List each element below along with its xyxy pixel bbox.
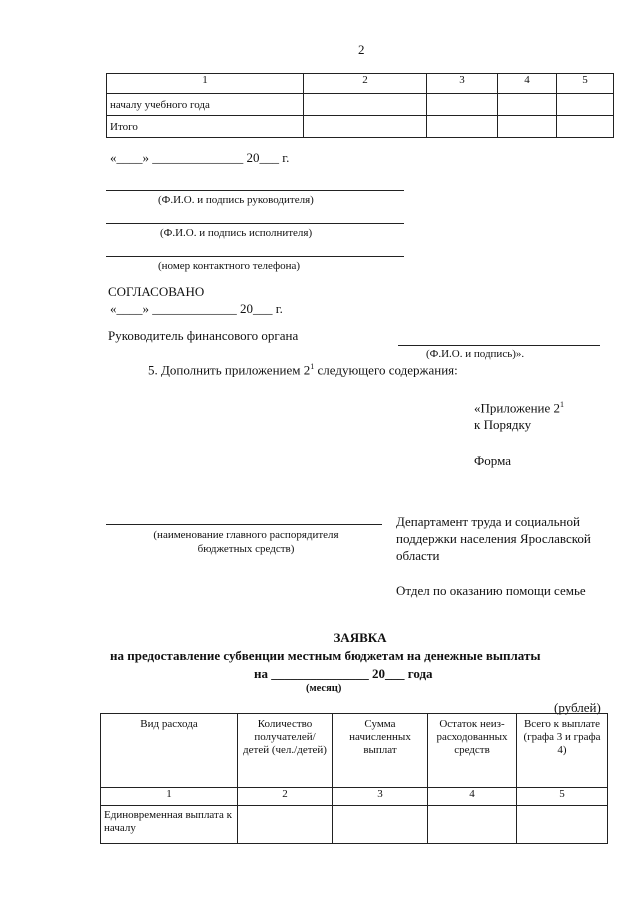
top-table [106,73,614,138]
table-cell [333,806,428,844]
table-number-cell: 2 [238,788,333,806]
table-cell: началу учебного года [107,94,304,116]
period-line: на _______________ 20___ года [254,666,433,681]
signature-caption: (Ф.И.О. и подпись руководителя) [158,194,314,206]
appendix-ref: к Порядку [474,417,532,432]
table-row [107,94,614,116]
signature-caption: (номер контактного телефона) [158,260,301,272]
agreed-label: СОГЛАСОВАНО [108,284,205,299]
table-row [101,806,608,844]
document-subtitle: на предоставление субвенции местным бюджетам на денежные выплаты [110,648,541,663]
units-label: (рублей) [554,700,601,715]
month-caption: (месяц) [306,683,342,694]
table-header-cell: 5 [557,74,614,94]
table-cell [557,116,614,138]
table-cell: Итого [107,116,304,138]
document-title: ЗАЯВКА [333,630,387,645]
table-cell [427,116,498,138]
table-header-cell: Количество получателей/ детей (чел./детей) [238,714,333,788]
table-header-cell: 2 [304,74,427,94]
table-cell [557,94,614,116]
table-cell [517,806,608,844]
signature-line [398,345,600,346]
table-cell [238,806,333,844]
page-number: 2 [358,42,365,57]
signature-line [106,190,404,191]
fin-head-label: Руководитель финансового органа [108,328,299,343]
signature-caption: (Ф.И.О. и подпись исполнителя) [160,227,313,239]
appendix-title: «Приложение $2^1$ [474,400,565,416]
main-table [100,713,608,844]
table-header-row [101,714,608,788]
table-header-cell: 1 [107,74,304,94]
signature-line [106,256,404,257]
table-cell [304,116,427,138]
table-cell [498,94,557,116]
table-header-cell: 3 [427,74,498,94]
table-header-cell: Вид расхода [101,714,238,788]
table-number-cell: 4 [428,788,517,806]
table-cell [428,806,517,844]
department-section: Отдел по оказанию помощи семье [396,583,586,598]
table-row [107,116,614,138]
table-header-cell: Остаток неиз-расходованных средств [428,714,517,788]
date-line: «____» _____________ 20___ г. [110,301,283,316]
table-cell [498,116,557,138]
table-header-cell: Сумма начисленных выплат [333,714,428,788]
table-header-row [107,74,614,94]
table-number-row [101,788,608,806]
table-cell: Единовременная выплата к началу [101,806,238,844]
table-cell [304,94,427,116]
date-line: «____» ______________ 20___ г. [110,150,290,165]
table-header-cell: Всего к выплате (графа 3 и графа 4) [517,714,608,788]
table-number-cell: 5 [517,788,608,806]
recipient-caption: (наименование главного распорядителя бюджетных средств) [153,529,339,555]
item-5-text: 5. Дополнить приложением $2^1$ следующего содержания: [148,362,458,378]
signature-line [106,223,404,224]
recipient-line [106,524,382,525]
table-number-cell: 3 [333,788,428,806]
form-label: Форма [474,453,511,468]
signature-caption: (Ф.И.О. и подпись)». [426,348,525,360]
table-cell [427,94,498,116]
department-name: Департамент труда и социальной поддержки населения Ярославской области [396,514,591,563]
table-header-cell: 4 [498,74,557,94]
table-number-cell: 1 [101,788,238,806]
